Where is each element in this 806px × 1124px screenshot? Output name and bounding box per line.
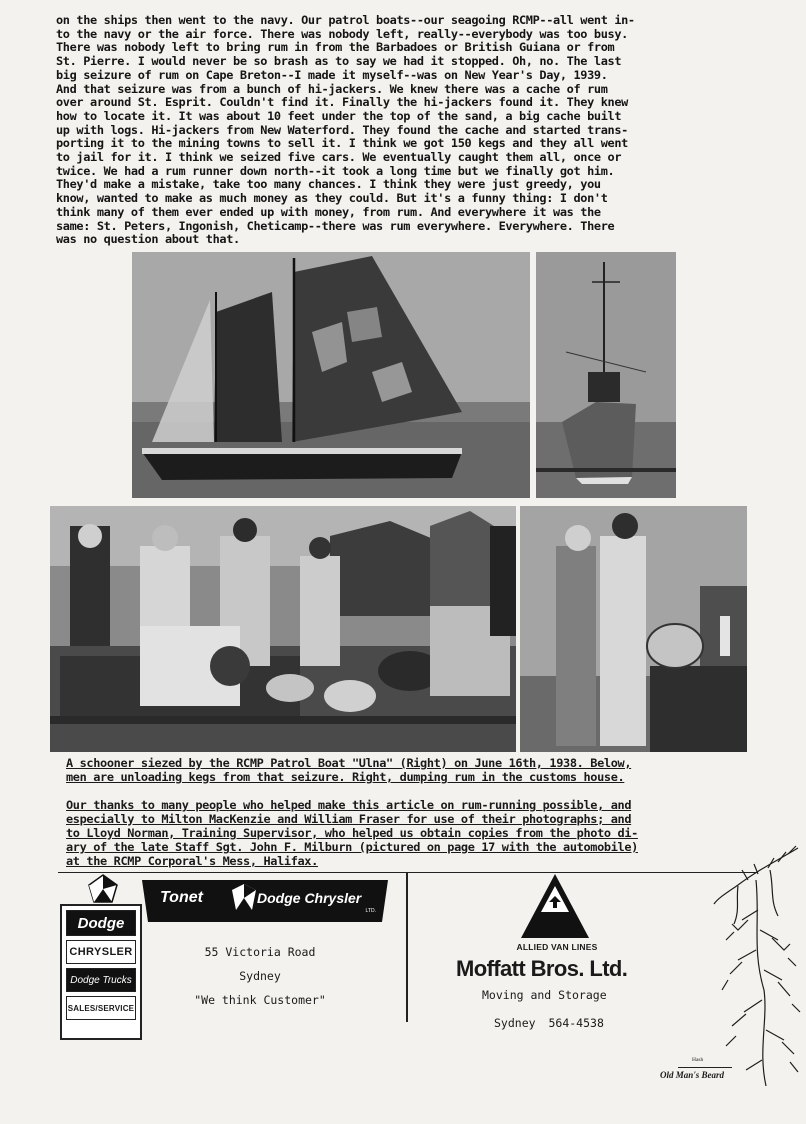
- dealer-name: Tonet: [160, 889, 203, 906]
- caption-line: A schooner siezed by the RCMP Patrol Boat "Ulna" (Right) on June 16th, 1938. Below,: [66, 756, 632, 770]
- article-line: St. Pierre. I would never be so brash as to say we had it stopped. Oh, no. The last: [56, 54, 622, 69]
- thanks-line: ary of the late Staff Sgt. John F. Milburn (pictured on page 17 with the automobile): [66, 840, 638, 854]
- illustration-credit: Hash: [692, 1057, 704, 1063]
- dumping-rum-photo: [520, 506, 747, 752]
- brand-chrysler: CHRYSLER: [66, 940, 136, 964]
- brand-dodge: Dodge: [66, 910, 136, 936]
- dealer-brand: Dodge Chrysler: [257, 890, 362, 906]
- caption-line: men are unloading kegs from that seizure. Right, dumping rum in the customs house.: [66, 770, 625, 784]
- dealer-info: [160, 940, 360, 1012]
- article-body: [56, 14, 766, 247]
- dealer-address: 55 Victoria Road: [204, 945, 316, 959]
- dealer-city: Sydney: [239, 969, 281, 983]
- illustration-rule: [678, 1067, 732, 1068]
- article-line: twice. We had a rum runner down north--it took a long time but we finally got him.: [56, 163, 615, 178]
- unloading-kegs-photo: [50, 506, 516, 752]
- dodge-brand-stack: [60, 904, 142, 1040]
- moffatt-phone-number: 564-4538: [548, 1016, 604, 1030]
- allied-van-lines-logo: [519, 872, 591, 940]
- moffatt-contact: [494, 1016, 604, 1030]
- article-line: to jail for it. I think we seized five cars. We eventually caught them all, once or: [56, 150, 622, 165]
- brand-sales-service: SALES/SERVICE: [66, 996, 136, 1020]
- illustration-label: Old Man's Beard: [660, 1070, 725, 1080]
- dealer-ltd: LTD.: [365, 908, 376, 914]
- thanks-line: Our thanks to many people who helped make this article on rum-running possible, and: [66, 798, 632, 812]
- acknowledgements: [66, 798, 786, 868]
- thanks-line: especially to Milton MacKenzie and William Fraser for use of their photographs; and: [66, 812, 632, 826]
- article-line: same: St. Peters, Ingonish, Cheticamp--there was rum everywhere. Everywhere. There: [56, 218, 615, 233]
- patrol-boat-photo: [536, 252, 676, 498]
- article-line: to the navy or the air force. There was nobody left, really--everybody was too busy.: [56, 26, 628, 41]
- article-line: big seizure of rum on Cape Breton--I made it myself--was on New Year's Day, 1939.: [56, 67, 608, 82]
- article-line: porting it to the mining towns to sell it. I think we got 150 kegs and they all went: [56, 136, 628, 151]
- article-line: up with logs. Hi-jackers from New Waterford. They found the cache and started trans-: [56, 122, 628, 137]
- ad-divider: [406, 872, 408, 1022]
- pentastar-icon: [88, 874, 118, 904]
- thanks-line: at the RCMP Corporal's Mess, Halifax.: [66, 854, 318, 868]
- article-line: There was nobody left to bring rum in from the Barbadoes or British Guiana or from: [56, 40, 615, 55]
- article-line: think many of them ever ended up with money, from rum. And everywhere it was the: [56, 204, 601, 219]
- brand-dodge-trucks: Dodge Trucks: [66, 968, 136, 992]
- article-line: They'd make a mistake, take too many chances. I think they were just greedy, you: [56, 177, 601, 192]
- article-line: And that seizure was from a bunch of hi-jackers. We knew there was a cache of rum: [56, 81, 608, 96]
- article-line: on the ships then went to the navy. Our patrol boats--our seagoing RCMP--all went in-: [56, 13, 635, 27]
- tonet-banner: [142, 880, 388, 922]
- dealer-slogan: "We think Customer": [194, 993, 326, 1007]
- article-line: over around St. Esprit. Couldn't find it. Finally the hi-jackers found it. They knew: [56, 95, 628, 110]
- moffatt-city: Sydney: [494, 1016, 536, 1030]
- allied-van-lines-name: ALLIED VAN LINES: [516, 942, 598, 952]
- article-line: know, wanted to make as much money as they could. But it's a funny thing: I don't: [56, 191, 608, 206]
- schooner-photo: [132, 252, 530, 498]
- photo-caption: [66, 756, 756, 784]
- moffatt-tagline: Moving and Storage: [482, 988, 607, 1002]
- article-line: was no question about that.: [56, 232, 240, 247]
- old-mans-beard-illustration: [708, 840, 804, 1090]
- thanks-line: to Lloyd Norman, Training Supervisor, who helped us obtain copies from the photo di-: [66, 826, 638, 840]
- moffatt-company-name: Moffatt Bros. Ltd.: [456, 956, 628, 981]
- article-line: how to locate it. It was about 10 feet under the top of the sand, a big cache built: [56, 108, 622, 123]
